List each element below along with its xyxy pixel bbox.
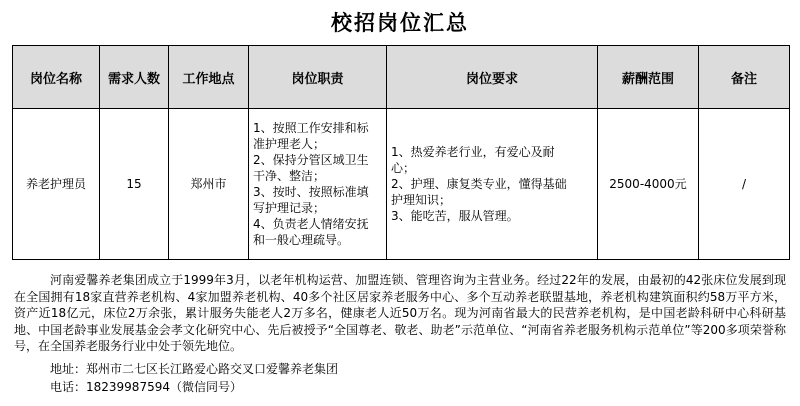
duty-line: 准护理老人；	[253, 137, 326, 151]
cell-salary-range: 2500-4000元	[598, 109, 699, 260]
contact-address: 地址：郑州市二七区长江路爱心路交叉口爱馨养老集团	[50, 362, 339, 376]
company-intro-text: 河南爱馨养老集团成立于1999年3月，以老年机构运营、加盟连锁、管理咨询为主营业务。经过22年的发展，由最初的42张床位发展到现在全国拥有18家直营养老机构、4家加盟养老机构、40多个社区居家养老服务中心、多个互动养老联盟基地，养老机构建筑面积约58万平方米，资产近18亿元，床位2万余张，累计服务失能老人2万多名，健康老人近50万名。现为河南省最大的民营养老机构，是中国老龄科研中心科研基地、中国老龄事业发展基金会孝文化研究中心、先后被授予“全国尊老、敬老、助老”示范单位、“河南省养老服务机构示范单位”等200多项荣誉称号，在全国养老服务行业中处于领先地位。	[14, 273, 786, 353]
duty-line: 2、保持分管区域卫生	[253, 153, 369, 167]
table-header-row	[13, 46, 790, 109]
duty-line: 干净、整洁；	[253, 169, 326, 183]
header-remarks: 备注	[699, 46, 790, 109]
header-duties: 岗位职责	[249, 46, 387, 109]
header-requirements: 岗位要求	[387, 46, 598, 109]
requirement-line: 护理知识；	[391, 193, 452, 207]
requirement-line: 2、护理、康复类专业，懂得基础	[391, 177, 567, 191]
cell-requirements	[387, 109, 598, 260]
contact-info	[50, 360, 338, 396]
company-intro	[14, 272, 786, 355]
job-table	[12, 45, 790, 260]
cell-remarks: /	[699, 109, 790, 260]
requirement-line: 3、能吃苦，服从管理。	[391, 209, 519, 223]
header-work-location: 工作地点	[169, 46, 249, 109]
cell-headcount: 15	[100, 109, 169, 260]
table-row	[13, 109, 790, 260]
header-salary-range: 薪酬范围	[598, 46, 699, 109]
contact-phone: 电话：18239987594（微信同号）	[50, 380, 242, 394]
requirement-line: 心；	[391, 161, 416, 175]
duty-line: 3、按时、按照标准填	[253, 185, 369, 199]
duty-line: 4、负责老人情绪安抚	[253, 217, 369, 231]
page-title: 校招岗位汇总	[331, 10, 469, 35]
duty-line: 1、按照工作安排和标	[253, 121, 369, 135]
cell-duties	[249, 109, 387, 260]
cell-work-location: 郑州市	[169, 109, 249, 260]
duty-line: 写护理记录；	[253, 201, 326, 215]
requirement-line: 1、热爱养老行业，有爱心及耐	[391, 145, 555, 159]
header-headcount: 需求人数	[100, 46, 169, 109]
cell-job-name: 养老护理员	[13, 109, 100, 260]
duty-line: 和一般心理疏导。	[253, 233, 350, 247]
header-job-name: 岗位名称	[13, 46, 100, 109]
